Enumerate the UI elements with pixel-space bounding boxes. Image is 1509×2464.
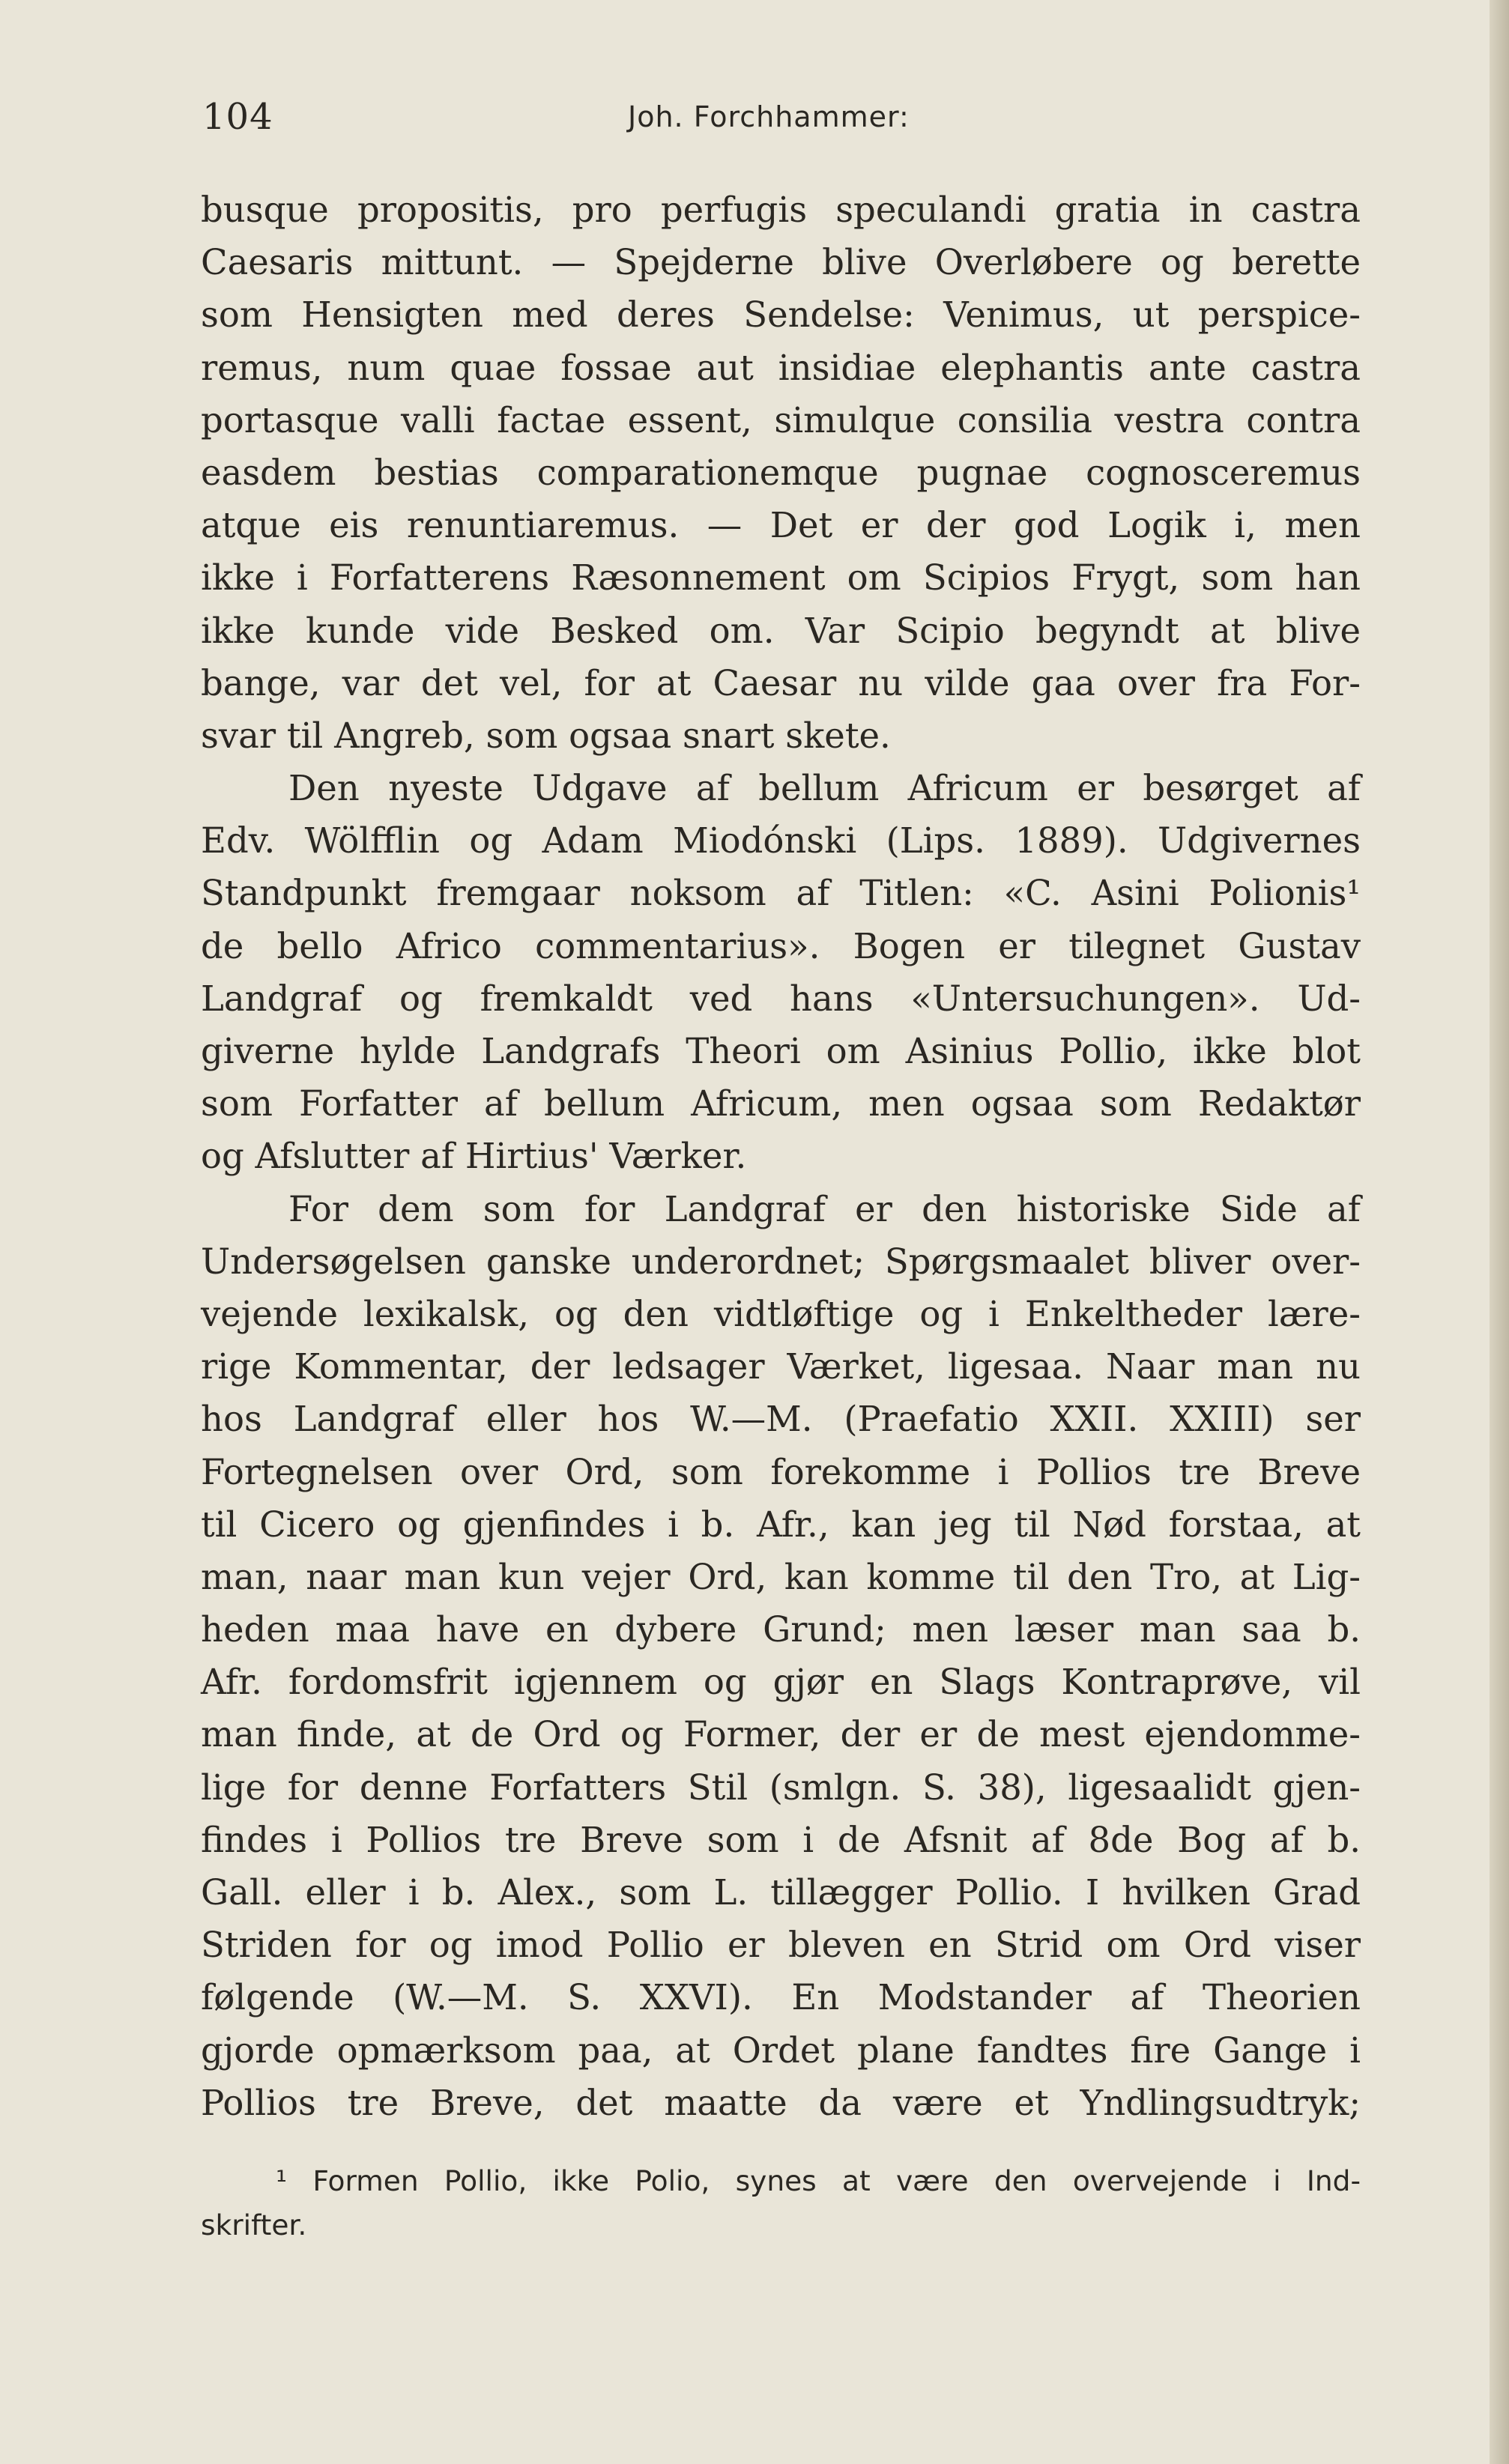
text-line: busque propositis, pro perfugis speculandi gratia in castra xyxy=(201,190,1361,230)
text-line: Undersøgelsen ganske underordnet; Spørgsmaalet bliver over- xyxy=(201,1241,1361,1282)
text-line: man finde, at de Ord og Former, der er de mest ejendomme- xyxy=(201,1714,1361,1755)
text-line: de bello Africo commentarius». Bogen er tilegnet Gustav xyxy=(201,925,1361,966)
body-text xyxy=(201,184,1361,2129)
footnote-line: ¹ Formen Pollio, ikke Polio, synes at være den overvejende i Ind- xyxy=(276,2164,1361,2197)
text-line: svar til Angreb, som ogsaa snart skete. xyxy=(201,715,891,756)
page-number: 104 xyxy=(202,96,273,138)
text-line: remus, num quae fossae aut insidiae elephantis ante castra xyxy=(201,347,1361,388)
text-line: vejende lexikalsk, og den vidtløftige og i Enkeltheder lære- xyxy=(201,1293,1361,1334)
text-line: bange, var det vel, for at Caesar nu vilde gaa over fra For- xyxy=(201,662,1361,703)
text-line: Caesaris mittunt. — Spejderne blive Overløbere og berette xyxy=(201,242,1361,283)
text-line: og Afslutter af Hirtius' Værker. xyxy=(201,1136,747,1177)
text-line: man, naar man kun vejer Ord, kan komme til den Tro, at Lig- xyxy=(201,1556,1361,1597)
page-edge xyxy=(1490,0,1509,2464)
text-line: ikke kunde vide Besked om. Var Scipio begyndt at blive xyxy=(201,610,1361,651)
text-line: easdem bestias comparationemque pugnae cognosceremus xyxy=(201,452,1361,493)
text-line: som Hensigten med deres Sendelse: Venimus, ut perspice- xyxy=(201,294,1361,336)
text-line: lige for denne Forfatters Stil (smlgn. S. 38), ligesaalidt gjen- xyxy=(201,1767,1361,1808)
text-line: ikke i Forfatterens Ræsonnement om Scipios Frygt, som han xyxy=(201,557,1361,599)
text-line: atque eis renuntiaremus. — Det er der god Logik i, men xyxy=(201,505,1361,546)
text-line: For dem som for Landgraf er den historiske Side af xyxy=(288,1188,1361,1229)
text-line: Den nyeste Udgave af bellum Africum er besørget af xyxy=(288,768,1361,809)
text-line: Edv. Wölfflin og Adam Miodónski (Lips. 1889). Udgivernes xyxy=(201,820,1361,862)
footnote-line: skrifter. xyxy=(201,2209,307,2241)
text-line: som Forfatter af bellum Africum, men ogsaa som Redaktør xyxy=(201,1083,1361,1124)
text-line: findes i Pollios tre Breve som i de Afsnit af 8de Bog af b. xyxy=(201,1819,1361,1860)
text-line: Fortegnelsen over Ord, som forekomme i Pollios tre Breve xyxy=(201,1451,1361,1492)
text-line: følgende (W.—M. S. XXVI). En Modstander af Theorien xyxy=(201,1977,1361,2018)
running-head: Joh. Forchhammer: xyxy=(628,100,910,133)
text-line: heden maa have en dybere Grund; men læser man saa b. xyxy=(201,1609,1361,1650)
text-line: giverne hylde Landgrafs Theori om Asinius Pollio, ikke blot xyxy=(201,1031,1361,1071)
text-line: til Cicero og gjenfindes i b. Afr., kan jeg til Nød forstaa, at xyxy=(201,1504,1361,1545)
text-line: hos Landgraf eller hos W.—M. (Praefatio XXII. XXIII) ser xyxy=(201,1399,1361,1440)
text-line: Pollios tre Breve, det maatte da være et Yndlingsudtryk; xyxy=(201,2082,1361,2123)
text-line: Standpunkt fremgaar noksom af Titlen: «C. Asini Polionis¹ xyxy=(201,873,1361,914)
text-line: Afr. fordomsfrit igjennem og gjør en Slags Kontraprøve, vil xyxy=(201,1662,1361,1703)
text-line: portasque valli factae essent, simulque consilia vestra contra xyxy=(201,399,1361,441)
text-line: Striden for og imod Pollio er bleven en Strid om Ord viser xyxy=(201,1925,1361,1966)
footnotes xyxy=(201,2159,1361,2247)
text-line: Landgraf og fremkaldt ved hans «Untersuchungen». Ud- xyxy=(201,978,1361,1019)
page-header xyxy=(202,96,1364,148)
text-line: gjorde opmærksom paa, at Ordet plane fandtes fire Gange i xyxy=(201,2029,1361,2071)
text-line: rige Kommentar, der ledsager Værket, ligesaa. Naar man nu xyxy=(201,1346,1361,1387)
text-line: Gall. eller i b. Alex., som L. tillægger Pollio. I hvilken Grad xyxy=(201,1872,1361,1913)
